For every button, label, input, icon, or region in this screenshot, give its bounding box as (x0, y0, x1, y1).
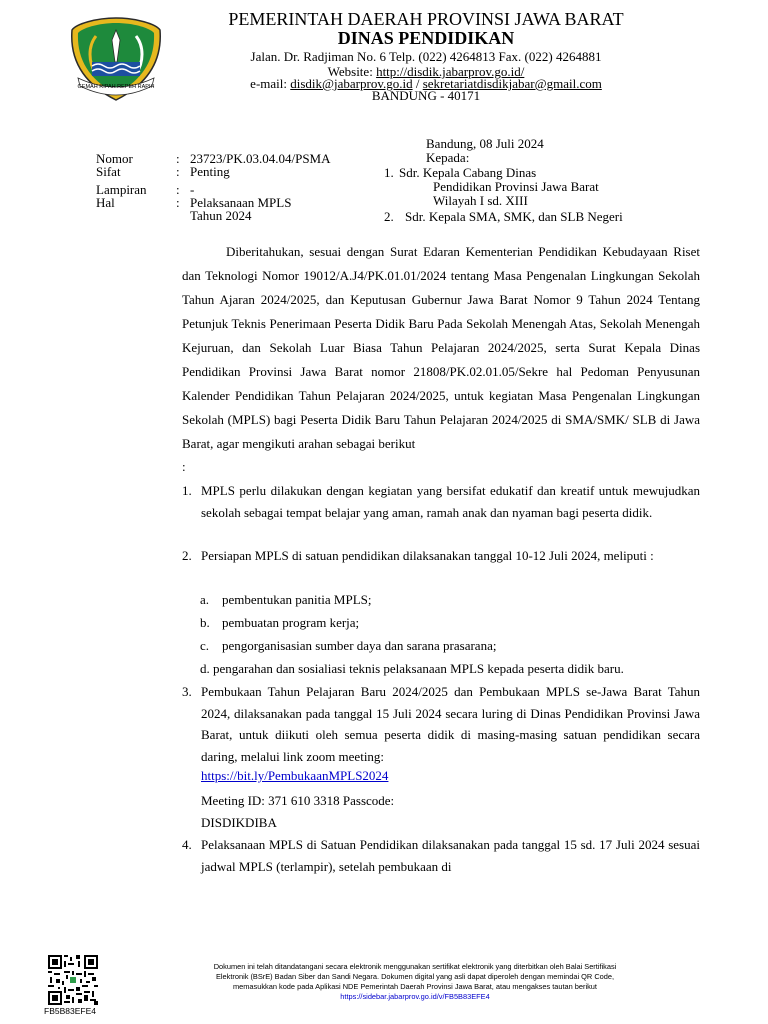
recipient-1-line-1: Sdr. Kepala Cabang Dinas (399, 165, 537, 180)
dept-line: DINAS PENDIDIKAN (337, 28, 515, 48)
nomor-label: Nomor (96, 151, 133, 166)
item-1-number: 1. (182, 483, 192, 498)
recipient-1-line-3: Wilayah I sd. XIII (433, 193, 528, 208)
website-link[interactable]: http://disdik.jabarprov.go.id/ (376, 64, 525, 79)
email-label: e-mail: (250, 76, 291, 91)
sub-item-a-label: a. (200, 592, 210, 607)
verification-qr-code (48, 955, 98, 1005)
kepada-label: Kepada: (426, 150, 470, 165)
email-link-2[interactable]: sekretariatdisdikjabar@gmail.com (422, 76, 602, 91)
item-3-number: 3. (182, 684, 192, 699)
zoom-link[interactable]: https://bit.ly/PembukaanMPLS2024 (201, 768, 389, 783)
recipient-1-line-2: Pendidikan Provinsi Jawa Barat (433, 179, 599, 194)
footer-line-2: Elektronik (BSrE) Badan Siber dan Sandi Negara. Dokumen digital yang asli dapat diperoleh dengan memindai QR Code, (215, 972, 615, 981)
item-2-text: Persiapan MPLS di satuan pendidikan dilaksanakan tanggal 10-12 Juli 2024, meliputi : (201, 548, 654, 563)
intro-paragraph: Diberitahukan, sesuai dengan Surat Edaran Kementerian Pendidikan Kebudayaan Riset dan Teknologi Nomor 19012/A.J4/PK.01.01/2024 tentang Masa Pengenalan Lingkungan Sekolah Tahun Ajaran 2024/2025, dan Keputusan Gubernur Jawa Barat Nomor 9 Tahun 2024 Tentang Petunjuk Teknis Penerimaan Peserta Didik Baru Pada Sekolah Menengah Atas, Sekolah Menengah Kejuruan, dan Sekolah Luar Biasa Tahun Pelajaran 2024/2025, serta Surat Kepala Dinas Pendidikan Provinsi Jawa Barat nomor 21808/PK.02.01.05/Sekre hal Pedoman Penyusunan Kalender Pendidikan Tahun Pelajaran 2024/2025, untuk kegiatan Masa Pengenalan Lingkungan Sekolah (MPLS) bagi Peserta Didik Baru Tahun Pelajaran 2024/2025 di SMA/SMK/ SLB di Jawa Barat, agar mengikuti arahan sebagai berikut (182, 244, 700, 451)
item-2-number: 2. (182, 548, 192, 563)
item-4-text: Pelaksanaan MPLS di Satuan Pendidikan dilaksanakan pada tanggal 15 sd. 17 Juli 2024 sesuai jadwal MPLS (terlampir), setelah pembukaan di (201, 837, 700, 874)
website-label: Website: (327, 64, 377, 79)
item-4-number: 4. (182, 837, 192, 852)
sifat-colon: : (176, 164, 180, 179)
lampiran-value: - (190, 182, 195, 197)
sub-item-b-text: pembuatan program kerja; (222, 615, 360, 630)
nomor-value: 23723/PK.03.04.04/PSMA (190, 151, 331, 166)
letter-date: Bandung, 08 Juli 2024 (426, 136, 544, 151)
org-line: PEMERINTAH DAERAH PROVINSI JAWA BARAT (228, 9, 624, 29)
recipient-1-number: 1. (384, 165, 394, 180)
sub-item-d-text: d. pengarahan dan sosialiasi teknis pelaksanaan MPLS kepada peserta didik baru. (200, 661, 624, 676)
sub-item-a-text: pembentukan panitia MPLS; (222, 592, 372, 607)
item-3-text: Pembukaan Tahun Pelajaran Baru 2024/2025 dan Pembukaan MPLS se-Jawa Barat Tahun 2024, dilaksanakan pada tanggal 15 Juli 2024 secara luring di Dinas Pendidikan Provinsi Jawa Barat, untuk diikuti oleh semua peserta didik di masing-masing satuan pendidikan secara daring, melalui link zoom meeting: (201, 684, 700, 764)
sub-item-b-label: b. (200, 615, 210, 630)
qr-code-label: FB5B83EFE4 (44, 1006, 96, 1016)
email-link-1[interactable]: disdik@jabarprov.go.id (290, 76, 413, 91)
hal-value-1: Pelaksanaan MPLS (190, 195, 292, 210)
item-1-text: MPLS perlu dilakukan dengan kegiatan yang bersifat edukatif dan kreatif untuk mewujudkan sekolah sebagai tempat belajar yang aman, ramah anak dan nyaman bagi peserta didik. (201, 483, 700, 520)
meeting-passcode: DISDIKDIBA (201, 815, 277, 830)
intro-colon: : (182, 459, 186, 474)
lampiran-colon: : (176, 182, 180, 197)
footer-verification-link[interactable]: https://sidebar.jabarprov.go.id/v/FB5B83EFE4 (340, 992, 490, 1001)
footer-line-1: Dokumen ini telah ditandatangani secara elektronik menggunakan sertifikat elektronik yang diterbitkan oleh Balai Sertifikasi (213, 962, 617, 971)
sub-item-c-text: pengorganisasian sumber daya dan sarana prasarana; (222, 638, 497, 653)
hal-value-2: Tahun 2024 (190, 208, 252, 223)
meeting-id: Meeting ID: 371 610 3318 Passcode: (201, 793, 395, 808)
sifat-label: Sifat (96, 164, 121, 179)
lampiran-label: Lampiran (96, 182, 147, 197)
address-line: Jalan. Dr. Radjiman No. 6 Telp. (022) 4264813 Fax. (022) 4264881 (250, 49, 602, 64)
email-separator: / (412, 76, 423, 91)
sub-item-c-label: c. (200, 638, 210, 653)
sifat-value: Penting (190, 164, 230, 179)
logo-motto: GEMAH RIPAH REPEH RAPIH (77, 84, 155, 90)
nomor-colon: : (176, 151, 180, 166)
recipient-2-number: 2. (384, 209, 394, 224)
hal-label: Hal (96, 195, 115, 210)
footer-line-3: memasukkan kode pada Aplikasi NDE Pemerintah Daerah Provinsi Jawa Barat, atau mengakses tautan berikut (233, 982, 597, 991)
recipient-2-line-1: Sdr. Kepala SMA, SMK, dan SLB Negeri (405, 209, 623, 224)
hal-colon: : (176, 195, 180, 210)
city-line: BANDUNG - 40171 (371, 88, 481, 103)
